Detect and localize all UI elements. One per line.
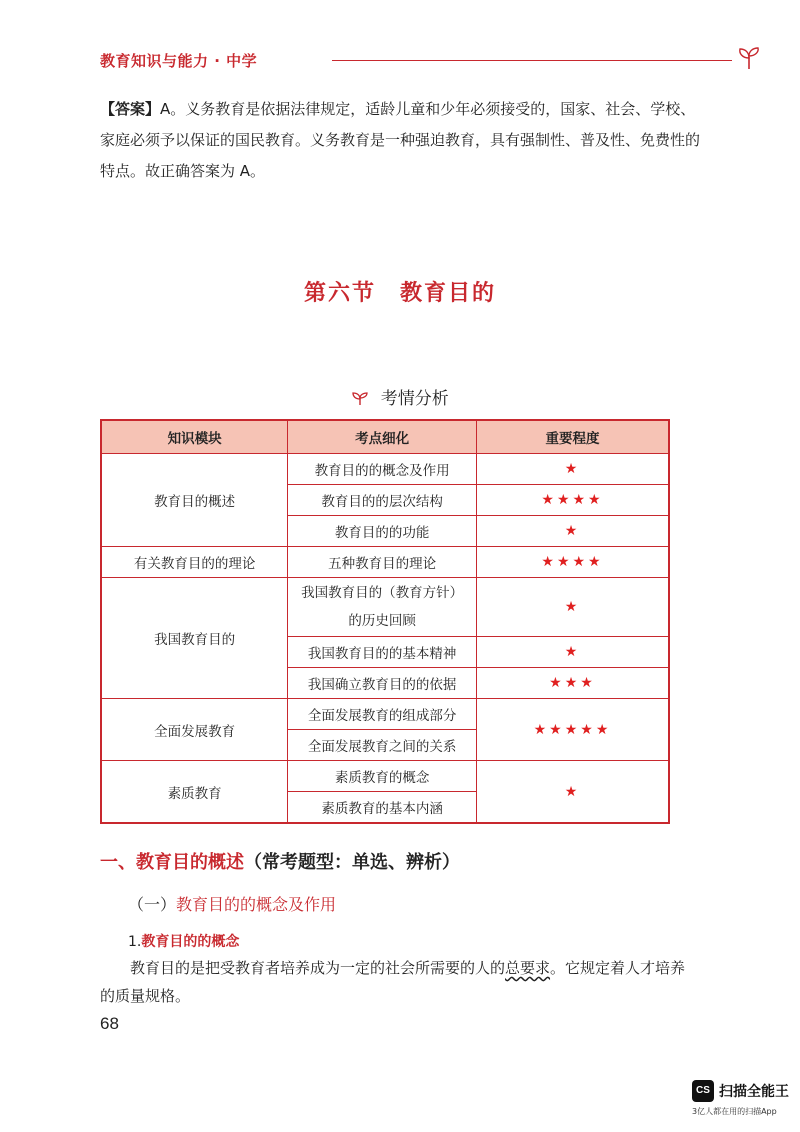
- point-cell: [288, 578, 477, 637]
- paragraph-text: 。它规定着人才培养的质量规格。: [100, 959, 686, 1005]
- module-cell: 全面发展教育: [101, 699, 288, 761]
- table-row: [101, 454, 669, 485]
- table-row: [101, 761, 669, 792]
- heading-number: 1.: [128, 934, 142, 950]
- table-row: [101, 547, 669, 578]
- exam-analysis-heading: [0, 384, 800, 409]
- module-cell: 教育目的概述: [101, 454, 288, 547]
- section-title: 第六节 教育目的: [303, 281, 496, 306]
- heading-level-2: [128, 892, 336, 915]
- heading-parenthetical: （常考题型：单选、辨析）: [244, 852, 460, 873]
- table-row: [101, 578, 669, 637]
- emphasized-term: 总要求: [505, 959, 551, 977]
- exam-analysis-table: [100, 419, 670, 824]
- module-cell: 我国教育目的: [101, 578, 288, 699]
- point-cell: 我国教育目的的基本精神: [288, 637, 477, 668]
- scanner-watermark: [692, 1078, 792, 1122]
- heading-level-3: [128, 931, 239, 951]
- heading-main: 一、教育目的概述: [100, 852, 244, 873]
- table-header-cell: 知识模块: [101, 420, 288, 454]
- sprout-icon: [736, 46, 762, 70]
- point-cell: 全面发展教育之间的关系: [288, 730, 477, 761]
- heading-text: 教育目的的概念及作用: [176, 895, 337, 914]
- table-header-cell: 考点细化: [288, 420, 477, 454]
- importance-cell: ★: [476, 578, 669, 637]
- heading-prefix: （一）: [128, 895, 177, 914]
- watermark-subtitle: 3亿人都在用的扫描App: [692, 1107, 777, 1116]
- importance-cell: ★: [476, 637, 669, 668]
- table-row: [101, 699, 669, 730]
- running-header: [100, 44, 670, 74]
- importance-cell: ★: [476, 516, 669, 547]
- module-cell: 素质教育: [101, 761, 288, 824]
- point-cell: 五种教育目的理论: [288, 547, 477, 578]
- importance-cell: ★: [476, 454, 669, 485]
- point-cell: 教育目的的层次结构: [288, 485, 477, 516]
- point-cell: 全面发展教育的组成部分: [288, 699, 477, 730]
- importance-cell: ★★★★: [476, 547, 669, 578]
- table-header-cell: 重要程度: [476, 420, 669, 454]
- leaf-icon: [351, 389, 374, 409]
- importance-cell: ★: [476, 761, 669, 824]
- point-cell: 我国确立教育目的的依据: [288, 668, 477, 699]
- point-line: 的历史回顾: [348, 613, 416, 629]
- page-number: 68: [100, 1014, 119, 1033]
- watermark-name: 扫描全能王: [719, 1084, 789, 1100]
- heading-text: 教育目的的概念: [141, 934, 240, 950]
- answer-paragraph: [100, 94, 700, 187]
- exam-analysis-label: 考情分析: [380, 389, 449, 409]
- point-cell: 教育目的的功能: [288, 516, 477, 547]
- point-cell: 素质教育的概念: [288, 761, 477, 792]
- point-cell: 教育目的的概念及作用: [288, 454, 477, 485]
- paragraph-text: 教育目的是把受教育者培养成为一定的社会所需要的人的: [130, 959, 506, 977]
- point-cell: 素质教育的基本内涵: [288, 792, 477, 824]
- body-paragraph: [100, 954, 700, 1010]
- heading-level-1: [100, 848, 460, 874]
- module-cell: 有关教育目的的理论: [101, 547, 288, 578]
- header-rule: [332, 60, 732, 61]
- importance-cell: ★★★★★: [476, 699, 669, 761]
- camscanner-logo-icon: CS: [692, 1080, 714, 1102]
- importance-cell: ★★★: [476, 668, 669, 699]
- point-line: 我国教育目的（教育方针）: [301, 585, 464, 601]
- importance-cell: ★★★★: [476, 485, 669, 516]
- table-header-row: [101, 420, 669, 454]
- header-title: 教育知识与能力 · 中学: [100, 52, 258, 70]
- answer-text: A。义务教育是依据法律规定，适龄儿童和少年必须接受的，国家、社会、学校、家庭必须予以保证的国民教育。义务教育是一种强迫教育，具有强制性、普及性、免费性的特点。故正确答案为 A。: [100, 100, 701, 180]
- answer-tag: 【答案】: [100, 100, 161, 118]
